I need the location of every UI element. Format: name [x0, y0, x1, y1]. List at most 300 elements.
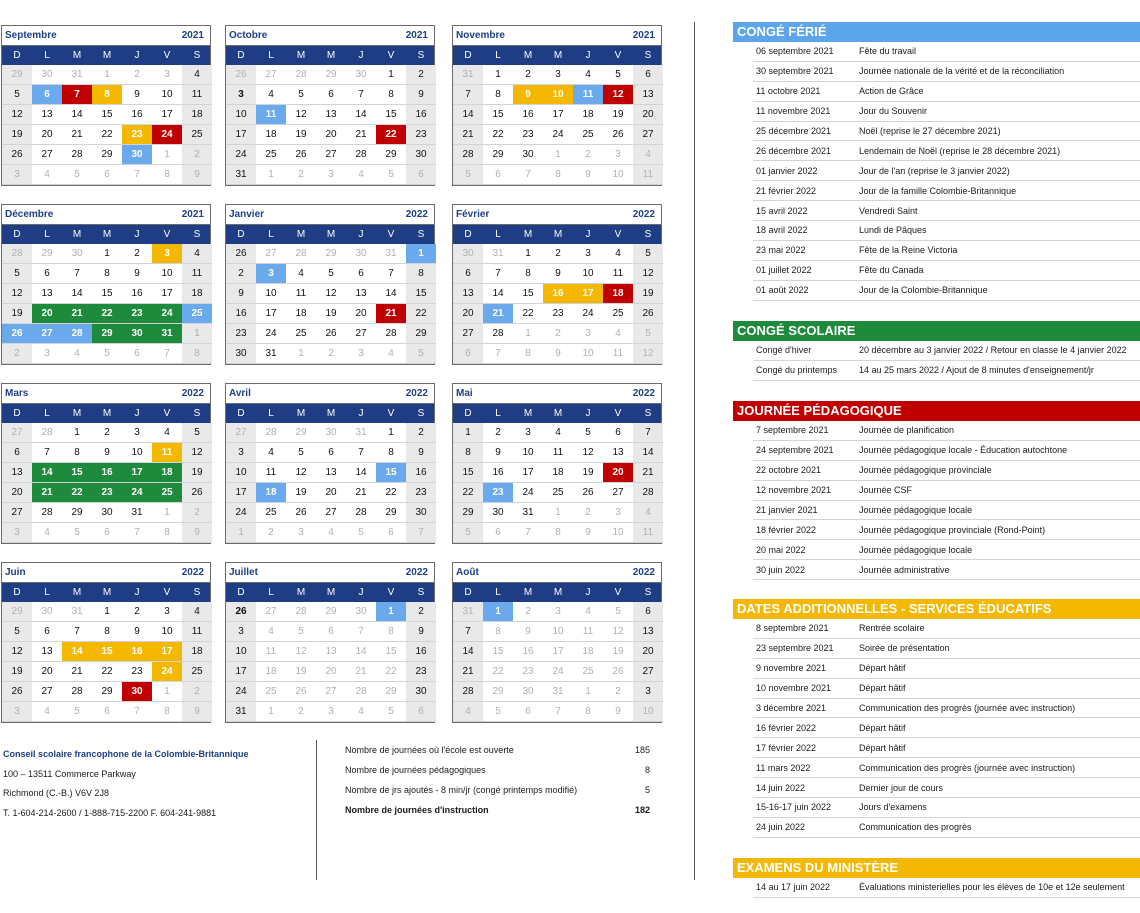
day-cell: 9 — [573, 523, 603, 543]
day-cell: 5 — [376, 702, 406, 722]
event-date: 01 janvier 2022 — [756, 165, 818, 176]
weekday-label: M — [523, 50, 533, 61]
day-cell: 1 — [513, 244, 543, 264]
day-cell: 7 — [483, 264, 513, 284]
stat-row — [345, 760, 650, 780]
day-cell: 15 — [62, 463, 92, 483]
day-cell: 1 — [92, 602, 122, 622]
day-cell: 31 — [226, 702, 256, 722]
day-cell: 2 — [2, 344, 32, 364]
day-cell: 8 — [376, 443, 406, 463]
day-cell: 6 — [32, 85, 62, 105]
month-calendar — [1, 562, 211, 723]
day-cell: 28 — [32, 503, 62, 523]
day-cell: 12 — [286, 105, 316, 125]
day-cell: 13 — [32, 642, 62, 662]
day-cell: 9 — [226, 284, 256, 304]
day-cell: 3 — [152, 65, 182, 85]
day-cell: 7 — [346, 622, 376, 642]
event-row — [753, 82, 1140, 102]
day-cell: 7 — [62, 622, 92, 642]
org-name: Conseil scolaire francophone de la Colombie-Britannique — [3, 749, 249, 759]
day-cell: 16 — [406, 642, 436, 662]
day-cell: 10 — [573, 264, 603, 284]
day-cell: 7 — [633, 423, 663, 443]
day-cell: 25 — [573, 125, 603, 145]
weekday-label: M — [553, 50, 563, 61]
weekday-label: J — [358, 587, 364, 598]
event-date: 18 avril 2022 — [756, 225, 808, 236]
day-cell: 26 — [286, 503, 316, 523]
day-cell: 24 — [226, 503, 256, 523]
day-cell: 11 — [182, 85, 212, 105]
weekday-label: L — [268, 587, 274, 598]
day-cell: 19 — [603, 642, 633, 662]
event-description: Journée pédagogique locale — [859, 544, 973, 555]
day-cell: 2 — [122, 244, 152, 264]
day-cell: 12 — [286, 463, 316, 483]
day-cell: 30 — [346, 602, 376, 622]
day-cell: 2 — [226, 264, 256, 284]
section-header: CONGÉ SCOLAIRE — [733, 321, 1140, 341]
day-cell: 30 — [513, 682, 543, 702]
day-cell: 2 — [286, 702, 316, 722]
day-cell: 12 — [603, 622, 633, 642]
event-row — [753, 520, 1140, 540]
day-cell: 30 — [453, 244, 483, 264]
event-date: 01 juillet 2022 — [756, 265, 812, 276]
day-cell: 1 — [543, 503, 573, 523]
weekday-label: D — [464, 50, 472, 61]
weekday-label: M — [523, 229, 533, 240]
day-cell: 5 — [376, 165, 406, 185]
day-cell: 17 — [543, 642, 573, 662]
month-year: 2022 — [181, 567, 204, 578]
day-cell: 7 — [346, 443, 376, 463]
day-cell: 28 — [2, 244, 32, 264]
weekday-label: M — [553, 587, 563, 598]
day-cell: 26 — [316, 324, 346, 344]
day-cell: 25 — [543, 483, 573, 503]
event-description: Fête du travail — [859, 46, 917, 57]
weekday-label: M — [553, 408, 563, 419]
day-cell: 9 — [483, 443, 513, 463]
month-year: 2022 — [405, 209, 428, 220]
legend-section — [733, 599, 1140, 838]
month-title — [453, 563, 661, 583]
event-date: 21 février 2022 — [756, 185, 817, 196]
day-cell: 14 — [376, 284, 406, 304]
day-cell: 26 — [2, 145, 32, 165]
day-cell: 3 — [32, 344, 62, 364]
day-cell: 3 — [543, 65, 573, 85]
day-cell: 8 — [543, 523, 573, 543]
day-cell: 7 — [32, 443, 62, 463]
day-cell: 17 — [122, 463, 152, 483]
event-row — [753, 341, 1140, 361]
day-cell: 16 — [483, 463, 513, 483]
day-cell: 31 — [122, 503, 152, 523]
day-cell: 11 — [573, 622, 603, 642]
weekday-label: D — [237, 408, 245, 419]
day-cell: 19 — [2, 662, 32, 682]
day-cell: 29 — [376, 682, 406, 702]
weekday-label: S — [417, 587, 425, 598]
day-cell: 16 — [406, 105, 436, 125]
weekday-label: V — [163, 408, 171, 419]
event-row — [753, 718, 1140, 738]
month-name: Janvier — [229, 209, 265, 220]
day-cell: 6 — [316, 443, 346, 463]
day-cell: 1 — [513, 324, 543, 344]
event-row — [753, 102, 1140, 122]
org-phone: T. 1-604-214-2600 / 1-888-715-2200 F. 604-241-9881 — [3, 807, 217, 818]
day-cell: 16 — [122, 284, 152, 304]
weekday-label: S — [644, 229, 652, 240]
stat-row-total — [345, 800, 650, 820]
day-cell: 3 — [226, 85, 256, 105]
day-cell: 3 — [2, 702, 32, 722]
day-cell: 27 — [453, 324, 483, 344]
weekday-label: M — [296, 587, 306, 598]
day-cell: 27 — [316, 145, 346, 165]
day-cell: 4 — [573, 65, 603, 85]
day-cell: 22 — [92, 662, 122, 682]
day-cell: 7 — [62, 264, 92, 284]
day-cell: 4 — [62, 344, 92, 364]
day-cell: 13 — [346, 284, 376, 304]
day-cell: 30 — [92, 503, 122, 523]
day-cell: 11 — [182, 622, 212, 642]
day-cell: 21 — [346, 483, 376, 503]
day-cell: 21 — [453, 662, 483, 682]
weekday-label: D — [237, 587, 245, 598]
day-cell: 21 — [483, 304, 513, 324]
day-cell: 12 — [2, 642, 32, 662]
day-cell: 8 — [62, 443, 92, 463]
day-cell: 6 — [483, 523, 513, 543]
day-cell: 12 — [2, 105, 32, 125]
weekday-label: V — [163, 587, 171, 598]
day-cell: 17 — [226, 125, 256, 145]
event-description: Lundi de Pâques — [859, 225, 927, 236]
day-cell: 8 — [513, 264, 543, 284]
day-cell: 2 — [513, 65, 543, 85]
stat-row — [345, 780, 650, 800]
weekday-label: V — [614, 229, 622, 240]
day-cell: 15 — [406, 284, 436, 304]
event-date: 12 novembre 2021 — [756, 485, 832, 496]
day-cell: 23 — [513, 662, 543, 682]
day-cell: 17 — [573, 284, 603, 304]
weekday-header — [226, 583, 434, 602]
day-cell: 3 — [543, 602, 573, 622]
day-cell: 16 — [513, 105, 543, 125]
weekday-label: M — [326, 229, 336, 240]
day-cell: 25 — [256, 503, 286, 523]
month-name: Mars — [5, 388, 29, 399]
event-row — [753, 501, 1140, 521]
day-cell: 12 — [316, 284, 346, 304]
day-cell: 5 — [316, 264, 346, 284]
weekday-label: V — [387, 229, 395, 240]
weekday-label: S — [644, 408, 652, 419]
day-grid — [453, 244, 661, 364]
day-cell: 7 — [453, 85, 483, 105]
weekday-label: M — [72, 50, 82, 61]
day-cell: 5 — [182, 423, 212, 443]
weekday-label: J — [134, 408, 140, 419]
day-cell: 21 — [346, 662, 376, 682]
day-cell: 13 — [316, 105, 346, 125]
month-calendar — [225, 204, 435, 365]
day-cell: 2 — [573, 145, 603, 165]
weekday-label: L — [495, 229, 501, 240]
day-cell: 4 — [603, 244, 633, 264]
day-cell: 26 — [182, 483, 212, 503]
day-cell: 9 — [513, 622, 543, 642]
month-year: 2022 — [405, 567, 428, 578]
weekday-label: J — [585, 229, 591, 240]
event-description: Soirée de présentation — [859, 643, 950, 654]
day-cell: 22 — [483, 662, 513, 682]
day-cell: 29 — [316, 602, 346, 622]
day-cell: 9 — [603, 702, 633, 722]
day-cell: 5 — [92, 344, 122, 364]
day-cell: 31 — [513, 503, 543, 523]
day-cell: 17 — [543, 105, 573, 125]
event-description: 20 décembre au 3 janvier 2022 / Retour en classe le 4 janvier 2022 — [859, 345, 1127, 356]
day-cell: 4 — [603, 324, 633, 344]
day-cell: 14 — [483, 284, 513, 304]
day-cell: 7 — [62, 85, 92, 105]
day-cell: 11 — [573, 85, 603, 105]
day-cell: 4 — [286, 264, 316, 284]
day-cell: 31 — [226, 165, 256, 185]
month-name: Août — [456, 567, 479, 578]
day-cell: 4 — [543, 423, 573, 443]
day-cell: 4 — [256, 622, 286, 642]
day-cell: 31 — [152, 324, 182, 344]
day-cell: 8 — [376, 622, 406, 642]
day-cell: 6 — [316, 85, 346, 105]
event-date: 15-16-17 juin 2022 — [756, 802, 832, 813]
event-date: 8 septembre 2021 — [756, 623, 829, 634]
day-cell: 10 — [603, 165, 633, 185]
weekday-label: D — [464, 587, 472, 598]
day-cell: 15 — [376, 105, 406, 125]
day-cell: 20 — [346, 304, 376, 324]
day-cell: 17 — [226, 662, 256, 682]
event-description: Départ hâtif — [859, 722, 906, 733]
day-cell: 7 — [543, 702, 573, 722]
event-date: 20 mai 2022 — [756, 544, 806, 555]
day-cell: 20 — [32, 662, 62, 682]
day-cell: 22 — [513, 304, 543, 324]
day-cell: 19 — [286, 125, 316, 145]
day-cell: 14 — [633, 443, 663, 463]
day-cell: 18 — [603, 284, 633, 304]
month-title — [2, 384, 210, 404]
day-cell: 7 — [376, 264, 406, 284]
weekday-label: D — [13, 50, 21, 61]
day-cell: 30 — [226, 344, 256, 364]
day-cell: 29 — [316, 244, 346, 264]
day-cell: 24 — [152, 662, 182, 682]
day-cell: 5 — [62, 165, 92, 185]
stat-value: 5 — [644, 785, 650, 795]
weekday-label: S — [644, 50, 652, 61]
event-row — [753, 42, 1140, 62]
day-cell: 3 — [286, 523, 316, 543]
day-cell: 8 — [376, 85, 406, 105]
event-row — [753, 441, 1140, 461]
day-cell: 5 — [633, 324, 663, 344]
event-row — [753, 778, 1140, 798]
day-cell: 1 — [406, 244, 436, 264]
day-cell: 16 — [513, 642, 543, 662]
day-cell: 3 — [2, 523, 32, 543]
day-cell: 2 — [92, 423, 122, 443]
day-cell: 1 — [543, 145, 573, 165]
day-cell: 24 — [226, 145, 256, 165]
day-cell: 19 — [603, 105, 633, 125]
day-cell: 25 — [182, 304, 212, 324]
day-cell: 31 — [376, 244, 406, 264]
day-cell: 6 — [346, 264, 376, 284]
day-cell: 7 — [152, 344, 182, 364]
day-cell: 9 — [122, 264, 152, 284]
month-title — [2, 26, 210, 46]
stat-label: Nombre de journées où l'école est ouverte — [345, 745, 514, 755]
day-cell: 23 — [483, 483, 513, 503]
event-row — [753, 679, 1140, 699]
day-cell: 24 — [122, 483, 152, 503]
weekday-label: V — [614, 587, 622, 598]
day-cell: 9 — [182, 523, 212, 543]
day-cell: 20 — [32, 304, 62, 324]
day-cell: 23 — [226, 324, 256, 344]
day-cell: 26 — [226, 65, 256, 85]
day-cell: 18 — [256, 483, 286, 503]
day-grid — [453, 602, 661, 722]
event-row — [753, 421, 1140, 441]
day-cell: 28 — [346, 503, 376, 523]
org-address-line1: 100 – 13511 Commerce Parkway — [3, 768, 136, 779]
weekday-label: M — [72, 229, 82, 240]
month-calendar — [452, 562, 662, 723]
event-row — [753, 201, 1140, 221]
day-cell: 3 — [573, 244, 603, 264]
day-cell: 6 — [406, 702, 436, 722]
day-cell: 2 — [406, 65, 436, 85]
day-cell: 8 — [152, 523, 182, 543]
day-cell: 9 — [543, 344, 573, 364]
month-calendar — [452, 25, 662, 186]
day-cell: 14 — [346, 463, 376, 483]
month-name: Novembre — [456, 30, 505, 41]
weekday-label: V — [163, 229, 171, 240]
day-cell: 27 — [316, 682, 346, 702]
day-cell: 28 — [453, 145, 483, 165]
day-cell: 26 — [2, 324, 32, 344]
event-date: 22 octobre 2021 — [756, 465, 822, 476]
day-cell: 5 — [2, 85, 32, 105]
weekday-header — [226, 225, 434, 244]
day-cell: 31 — [256, 344, 286, 364]
event-description: Départ hâtif — [859, 683, 906, 694]
day-cell: 24 — [226, 682, 256, 702]
day-cell: 15 — [376, 463, 406, 483]
day-cell: 4 — [32, 165, 62, 185]
day-cell: 3 — [152, 244, 182, 264]
day-cell: 1 — [182, 324, 212, 344]
day-cell: 21 — [376, 304, 406, 324]
event-row — [753, 619, 1140, 639]
day-cell: 10 — [152, 264, 182, 284]
event-date: 06 septembre 2021 — [756, 46, 834, 57]
day-cell: 8 — [483, 85, 513, 105]
stat-label: Nombre de journées d'instruction — [345, 805, 489, 815]
event-row — [753, 461, 1140, 481]
day-cell: 25 — [603, 304, 633, 324]
organization-info — [3, 745, 249, 823]
day-cell: 31 — [346, 423, 376, 443]
day-cell: 11 — [286, 284, 316, 304]
month-calendar — [225, 562, 435, 723]
event-description: Fête du Canada — [859, 265, 924, 276]
day-cell: 26 — [226, 244, 256, 264]
weekday-label: V — [163, 50, 171, 61]
day-cell: 27 — [2, 423, 32, 443]
day-cell: 27 — [256, 602, 286, 622]
day-cell: 7 — [513, 523, 543, 543]
weekday-label: M — [553, 229, 563, 240]
day-cell: 31 — [453, 602, 483, 622]
day-cell: 3 — [2, 165, 32, 185]
event-date: 24 septembre 2021 — [756, 445, 834, 456]
day-cell: 7 — [122, 165, 152, 185]
day-cell: 3 — [152, 602, 182, 622]
day-cell: 18 — [182, 642, 212, 662]
event-row — [753, 540, 1140, 560]
day-cell: 30 — [62, 244, 92, 264]
day-cell: 30 — [122, 324, 152, 344]
day-cell: 29 — [32, 244, 62, 264]
day-cell: 29 — [92, 324, 122, 344]
day-cell: 6 — [92, 523, 122, 543]
day-cell: 4 — [376, 344, 406, 364]
day-cell: 5 — [346, 523, 376, 543]
day-cell: 12 — [182, 443, 212, 463]
day-cell: 23 — [406, 125, 436, 145]
day-cell: 29 — [406, 324, 436, 344]
day-cell: 12 — [633, 344, 663, 364]
weekday-label: J — [134, 587, 140, 598]
day-grid — [226, 65, 434, 185]
weekday-label: L — [268, 408, 274, 419]
event-description: Noël (reprise le 27 décembre 2021) — [859, 126, 1001, 136]
day-cell: 8 — [92, 622, 122, 642]
day-cell: 26 — [573, 483, 603, 503]
day-cell: 6 — [92, 702, 122, 722]
day-cell: 6 — [633, 65, 663, 85]
day-cell: 19 — [316, 304, 346, 324]
day-cell: 5 — [573, 423, 603, 443]
event-date: 23 septembre 2021 — [756, 643, 834, 654]
weekday-label: D — [13, 408, 21, 419]
month-name: Février — [456, 209, 490, 220]
